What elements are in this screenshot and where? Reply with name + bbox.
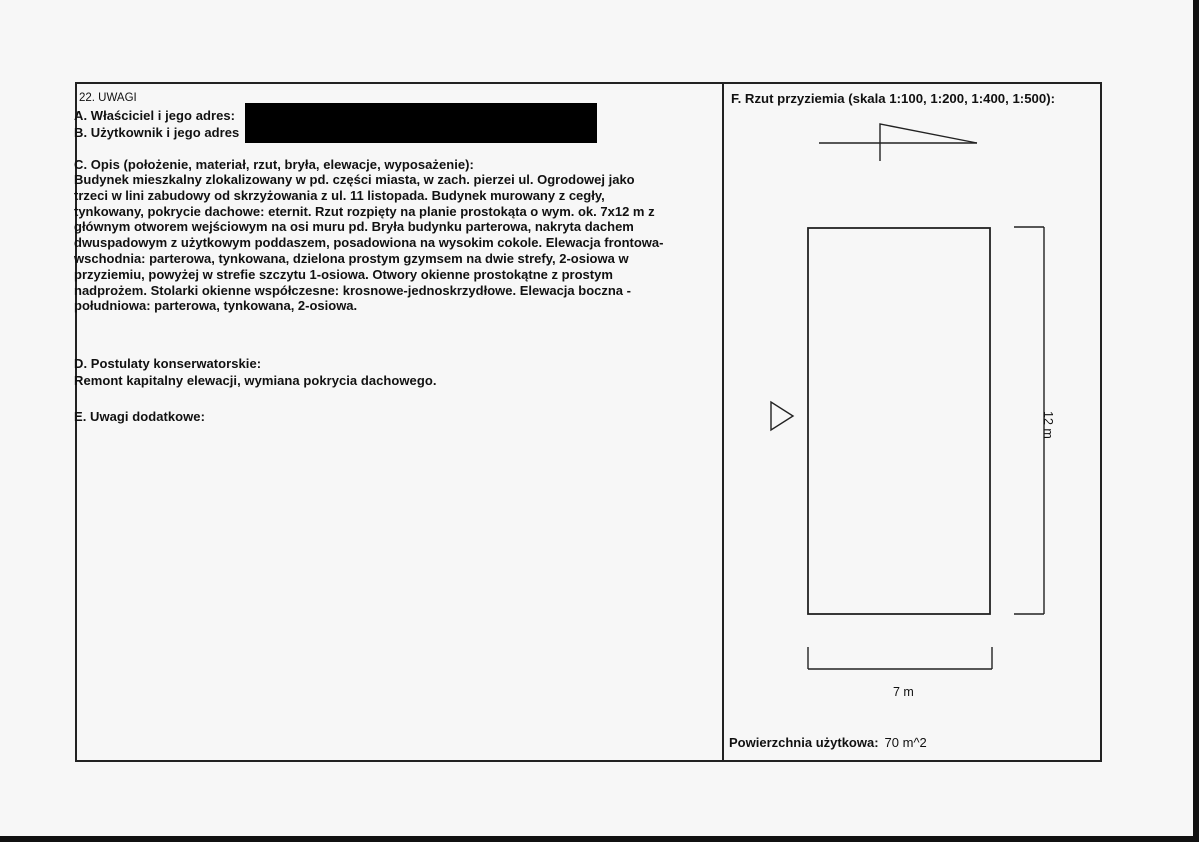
width-dimension-line: [808, 647, 992, 669]
north-arrow-icon: [819, 124, 977, 161]
scan-edge-bottom: [0, 836, 1199, 842]
section-number: 22. UWAGI: [79, 92, 137, 104]
entrance-marker-icon: [771, 402, 793, 430]
floor-plan-panel: [724, 84, 1104, 760]
scan-edge-right: [1193, 0, 1199, 842]
record-sheet: [75, 82, 1102, 762]
description-line: południowa: parterowa, tynkowana, 2-osiowa.: [74, 298, 358, 314]
user-label: B. Użytkownik i jego adres: [74, 125, 240, 140]
description-line: nadprożem. Stolarki okienne współczesne: krosnowe-jednoskrzydłowe. Elewacja boczna -: [74, 282, 631, 298]
postulates-text: Remont kapitalny elewacji, wymiana pokrycia dachowego.: [74, 373, 437, 388]
floor-plan-title: F. Rzut przyziemia (skala 1:100, 1:200, 1:400, 1:500):: [731, 91, 1055, 106]
owner-label: A. Właściciel i jego adres:: [74, 108, 236, 123]
remarks-heading: E. Uwagi dodatkowe:: [74, 409, 205, 424]
usable-area-value: 70 m^2: [884, 735, 927, 750]
building-outline: [808, 228, 990, 614]
description-line: tynkowany, pokrycie dachowe: eternit. Rzut rozpięty na planie prostokąta o wym. ok. 7x12 m z: [74, 203, 655, 219]
postulates-heading: D. Postulaty konserwatorskie:: [74, 356, 262, 371]
description-line: trzeci w lini zabudowy od skrzyżowania z ul. 11 listopada. Budynek murowany z cegły,: [74, 187, 605, 203]
description-heading: C. Opis (położenie, materiał, rzut, bryła, elewacje, wyposażenie):: [74, 157, 474, 172]
width-label: 7 m: [893, 685, 914, 699]
description-text: [74, 172, 663, 314]
description-line: przyziemiu, powyżej w strefie szczytu 1-osiowa. Otwory okienne prostokątne z prostym: [74, 266, 613, 282]
length-dimension-line: [1014, 227, 1044, 614]
usable-area: [729, 735, 927, 750]
description-line: dwuspadowym z użytkowym poddaszem, posadowiona na wysokim cokole. Elewacja frontowa-: [74, 235, 664, 251]
remarks-panel: [74, 84, 722, 760]
redaction-block: [245, 103, 597, 143]
description-line: Budynek mieszkalny zlokalizowany w pd. części miasta, w zach. pierzei ul. Ogrodowej jako: [74, 172, 635, 187]
usable-area-label: Powierzchnia użytkowa:: [729, 735, 879, 750]
description-line: wschodnia: parterowa, tynkowana, dzielona prostym gzymsem na dwie strefy, 2-osiowa w: [74, 250, 629, 266]
description-line: głównym otworem wejściowym na osi muru pd. Bryła budynku parterowa, nakryta dachem: [74, 219, 634, 235]
length-label: 12 m: [1041, 411, 1055, 439]
